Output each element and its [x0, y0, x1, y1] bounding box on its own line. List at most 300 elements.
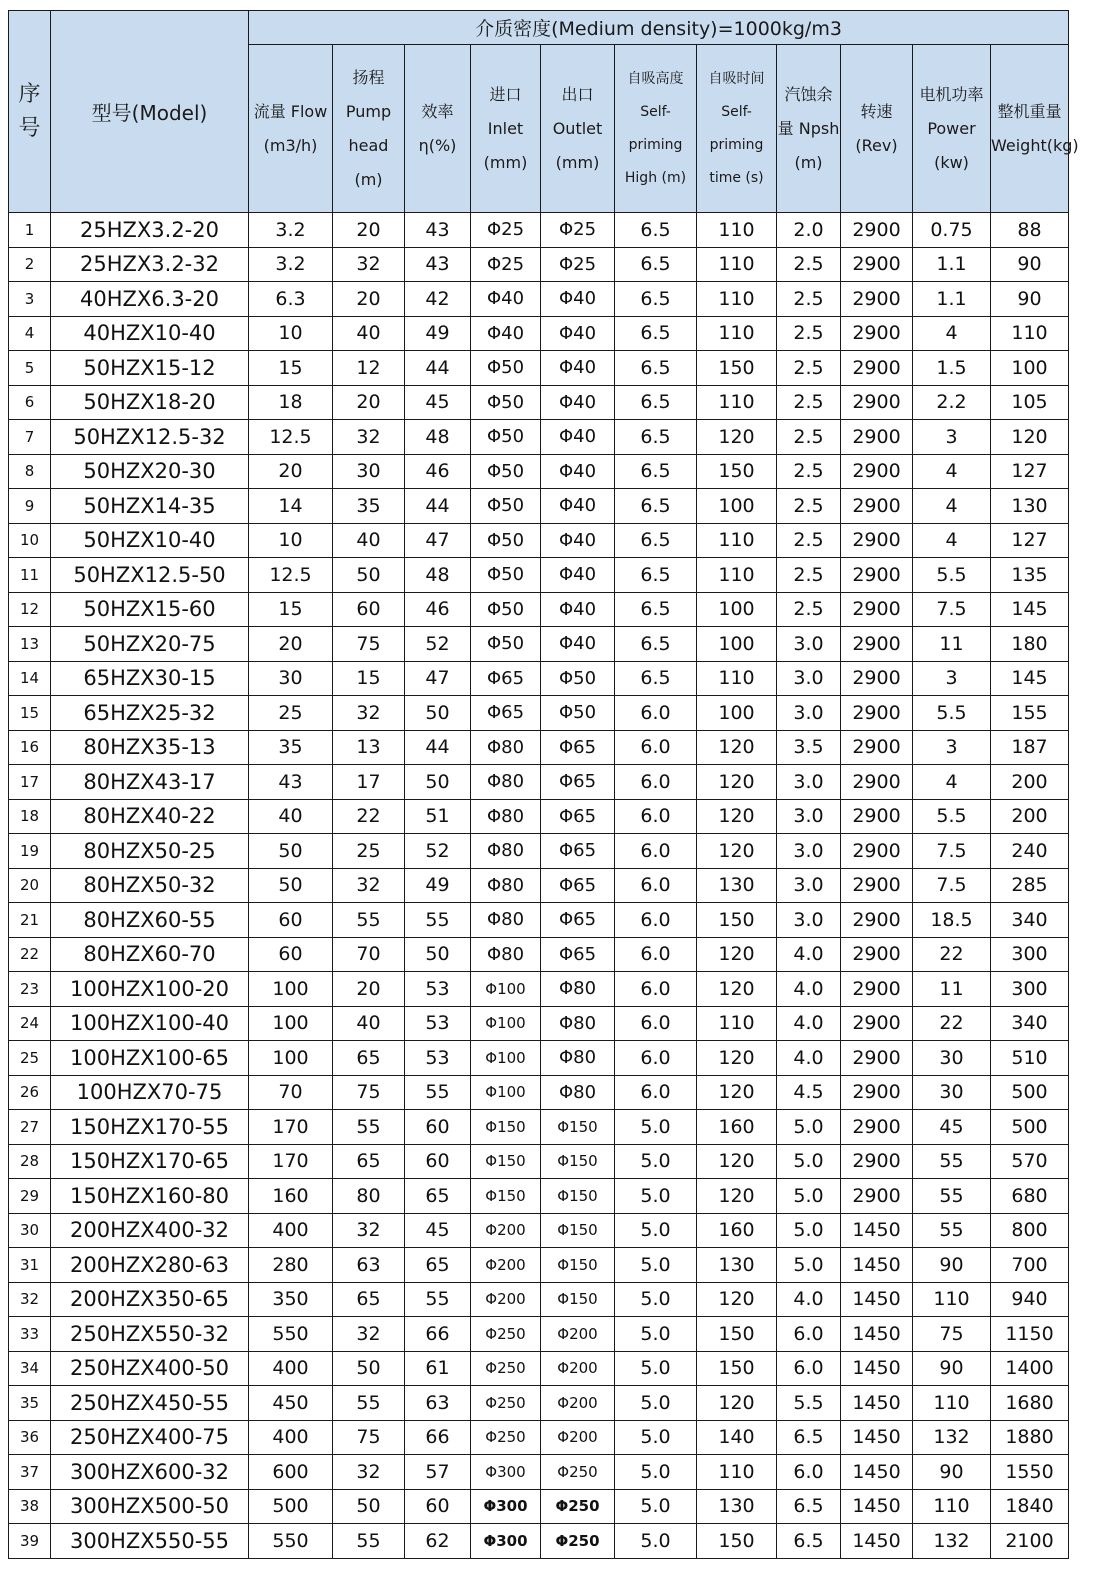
power-cell: 3	[913, 730, 991, 765]
index-header: 序号	[9, 11, 51, 213]
weight-cell: 155	[991, 696, 1069, 731]
speed-cell: 2900	[841, 937, 913, 972]
npsh-cell: 5.0	[777, 1248, 841, 1283]
pump-head-cell: 32	[333, 1455, 405, 1490]
weight-cell: 200	[991, 765, 1069, 800]
pump-head-cell: 40	[333, 1006, 405, 1041]
inlet-cell: Φ25	[471, 213, 541, 248]
outlet-cell: Φ150	[541, 1282, 615, 1317]
model-cell: 300HZX500-50	[51, 1489, 249, 1524]
model-cell: 200HZX400-32	[51, 1213, 249, 1248]
row-index: 36	[9, 1420, 51, 1455]
pump-head-cell: 32	[333, 1317, 405, 1352]
self-priming-time-cell: 100	[697, 696, 777, 731]
model-cell: 80HZX40-22	[51, 799, 249, 834]
flow-cell: 550	[249, 1317, 333, 1352]
row-index: 34	[9, 1351, 51, 1386]
speed-cell: 2900	[841, 730, 913, 765]
model-cell: 80HZX50-25	[51, 834, 249, 869]
flow-cell: 15	[249, 592, 333, 627]
power-cell: 90	[913, 1455, 991, 1490]
flow-cell: 10	[249, 523, 333, 558]
self-priming-time-cell: 120	[697, 972, 777, 1007]
table-row	[9, 1386, 1069, 1421]
speed-cell: 1450	[841, 1317, 913, 1352]
npsh-cell: 5.0	[777, 1179, 841, 1214]
column-header-weight: 整机重量 Weight(kg)	[991, 45, 1069, 213]
weight-cell: 120	[991, 420, 1069, 455]
outlet-cell: Φ80	[541, 1041, 615, 1076]
power-cell: 5.5	[913, 558, 991, 593]
self-priming-time-cell: 120	[697, 799, 777, 834]
weight-cell: 800	[991, 1213, 1069, 1248]
flow-cell: 20	[249, 454, 333, 489]
self-priming-height-cell: 5.0	[615, 1351, 697, 1386]
weight-cell: 2100	[991, 1524, 1069, 1559]
npsh-cell: 3.0	[777, 903, 841, 938]
model-cell: 200HZX280-63	[51, 1248, 249, 1283]
outlet-cell: Φ150	[541, 1144, 615, 1179]
npsh-cell: 2.5	[777, 385, 841, 420]
weight-cell: 135	[991, 558, 1069, 593]
self-priming-height-cell: 6.0	[615, 765, 697, 800]
inlet-cell: Φ100	[471, 1006, 541, 1041]
pump-spec-table	[8, 10, 1079, 1559]
self-priming-time-cell: 150	[697, 1351, 777, 1386]
self-priming-time-cell: 110	[697, 523, 777, 558]
table-row	[9, 454, 1069, 489]
npsh-cell: 2.5	[777, 558, 841, 593]
pump-head-cell: 50	[333, 1489, 405, 1524]
self-priming-height-cell: 6.0	[615, 730, 697, 765]
model-cell: 50HZX18-20	[51, 385, 249, 420]
weight-cell: 570	[991, 1144, 1069, 1179]
efficiency-cell: 61	[405, 1351, 471, 1386]
weight-cell: 300	[991, 937, 1069, 972]
efficiency-cell: 42	[405, 282, 471, 317]
weight-cell: 1840	[991, 1489, 1069, 1524]
outlet-cell: Φ150	[541, 1213, 615, 1248]
inlet-cell: Φ150	[471, 1179, 541, 1214]
efficiency-cell: 53	[405, 1041, 471, 1076]
flow-cell: 160	[249, 1179, 333, 1214]
pump-head-cell: 25	[333, 834, 405, 869]
flow-cell: 70	[249, 1075, 333, 1110]
row-index: 24	[9, 1006, 51, 1041]
self-priming-time-cell: 130	[697, 868, 777, 903]
self-priming-height-cell: 6.0	[615, 937, 697, 972]
inlet-cell: Φ100	[471, 1075, 541, 1110]
flow-cell: 30	[249, 661, 333, 696]
power-cell: 22	[913, 1006, 991, 1041]
self-priming-time-cell: 130	[697, 1248, 777, 1283]
npsh-cell: 6.0	[777, 1455, 841, 1490]
power-cell: 110	[913, 1489, 991, 1524]
pump-head-cell: 75	[333, 1075, 405, 1110]
flow-cell: 12.5	[249, 420, 333, 455]
self-priming-time-cell: 120	[697, 1075, 777, 1110]
speed-cell: 2900	[841, 523, 913, 558]
weight-cell: 510	[991, 1041, 1069, 1076]
efficiency-cell: 48	[405, 558, 471, 593]
inlet-cell: Φ65	[471, 661, 541, 696]
efficiency-cell: 53	[405, 972, 471, 1007]
power-cell: 110	[913, 1282, 991, 1317]
self-priming-time-cell: 120	[697, 1144, 777, 1179]
self-priming-time-cell: 130	[697, 1489, 777, 1524]
self-priming-height-cell: 6.0	[615, 972, 697, 1007]
weight-cell: 340	[991, 1006, 1069, 1041]
speed-cell: 2900	[841, 351, 913, 386]
row-index: 13	[9, 627, 51, 662]
flow-cell: 10	[249, 316, 333, 351]
outlet-cell: Φ150	[541, 1179, 615, 1214]
row-index: 8	[9, 454, 51, 489]
speed-cell: 1450	[841, 1282, 913, 1317]
self-priming-time-cell: 150	[697, 1524, 777, 1559]
npsh-cell: 4.5	[777, 1075, 841, 1110]
npsh-cell: 6.0	[777, 1317, 841, 1352]
weight-cell: 285	[991, 868, 1069, 903]
inlet-cell: Φ50	[471, 420, 541, 455]
outlet-cell: Φ65	[541, 834, 615, 869]
model-cell: 65HZX25-32	[51, 696, 249, 731]
speed-cell: 2900	[841, 316, 913, 351]
npsh-cell: 2.5	[777, 282, 841, 317]
pump-head-cell: 50	[333, 558, 405, 593]
table-row	[9, 937, 1069, 972]
power-cell: 55	[913, 1213, 991, 1248]
speed-cell: 2900	[841, 661, 913, 696]
self-priming-height-cell: 6.0	[615, 799, 697, 834]
table-row	[9, 523, 1069, 558]
table-row	[9, 1110, 1069, 1145]
table-row	[9, 247, 1069, 282]
model-cell: 100HZX70-75	[51, 1075, 249, 1110]
flow-cell: 170	[249, 1144, 333, 1179]
pump-head-cell: 50	[333, 1351, 405, 1386]
column-header-self-priming-time: 自吸时间 Self-priming time (s)	[697, 45, 777, 213]
table-row	[9, 558, 1069, 593]
npsh-cell: 6.5	[777, 1420, 841, 1455]
self-priming-height-cell: 6.0	[615, 1006, 697, 1041]
power-cell: 0.75	[913, 213, 991, 248]
power-cell: 132	[913, 1524, 991, 1559]
weight-cell: 340	[991, 903, 1069, 938]
table-row	[9, 282, 1069, 317]
flow-cell: 40	[249, 799, 333, 834]
speed-cell: 2900	[841, 1110, 913, 1145]
weight-cell: 240	[991, 834, 1069, 869]
efficiency-cell: 52	[405, 834, 471, 869]
self-priming-time-cell: 120	[697, 730, 777, 765]
outlet-cell: Φ40	[541, 282, 615, 317]
outlet-cell: Φ50	[541, 661, 615, 696]
model-cell: 50HZX14-35	[51, 489, 249, 524]
self-priming-height-cell: 5.0	[615, 1213, 697, 1248]
row-index: 37	[9, 1455, 51, 1490]
table-body	[9, 213, 1069, 1559]
power-cell: 5.5	[913, 696, 991, 731]
table-row	[9, 799, 1069, 834]
row-index: 18	[9, 799, 51, 834]
pump-head-cell: 55	[333, 903, 405, 938]
inlet-cell: Φ150	[471, 1110, 541, 1145]
outlet-cell: Φ150	[541, 1248, 615, 1283]
self-priming-time-cell: 110	[697, 213, 777, 248]
row-index: 3	[9, 282, 51, 317]
table-row	[9, 1179, 1069, 1214]
model-cell: 80HZX35-13	[51, 730, 249, 765]
npsh-cell: 2.5	[777, 351, 841, 386]
power-cell: 110	[913, 1386, 991, 1421]
power-cell: 55	[913, 1179, 991, 1214]
self-priming-time-cell: 120	[697, 765, 777, 800]
column-header-pump-head: 扬程 Pump head (m)	[333, 45, 405, 213]
inlet-cell: Φ50	[471, 489, 541, 524]
power-cell: 30	[913, 1075, 991, 1110]
efficiency-cell: 52	[405, 627, 471, 662]
npsh-cell: 5.0	[777, 1144, 841, 1179]
speed-cell: 2900	[841, 213, 913, 248]
self-priming-time-cell: 150	[697, 1317, 777, 1352]
self-priming-height-cell: 6.0	[615, 1075, 697, 1110]
model-cell: 250HZX450-55	[51, 1386, 249, 1421]
inlet-cell: Φ65	[471, 696, 541, 731]
pump-head-cell: 13	[333, 730, 405, 765]
column-header-flow: 流量 Flow (m3/h)	[249, 45, 333, 213]
self-priming-time-cell: 120	[697, 834, 777, 869]
self-priming-height-cell: 5.0	[615, 1524, 697, 1559]
flow-cell: 500	[249, 1489, 333, 1524]
self-priming-time-cell: 110	[697, 282, 777, 317]
pump-head-cell: 70	[333, 937, 405, 972]
outlet-cell: Φ40	[541, 316, 615, 351]
model-cell: 50HZX20-30	[51, 454, 249, 489]
row-index: 10	[9, 523, 51, 558]
table-row	[9, 1351, 1069, 1386]
npsh-cell: 5.0	[777, 1110, 841, 1145]
model-cell: 250HZX400-75	[51, 1420, 249, 1455]
pump-head-cell: 32	[333, 247, 405, 282]
outlet-cell: Φ65	[541, 937, 615, 972]
row-index: 30	[9, 1213, 51, 1248]
row-index: 11	[9, 558, 51, 593]
power-cell: 30	[913, 1041, 991, 1076]
self-priming-height-cell: 5.0	[615, 1386, 697, 1421]
self-priming-height-cell: 6.0	[615, 1041, 697, 1076]
table-row	[9, 489, 1069, 524]
speed-cell: 2900	[841, 385, 913, 420]
npsh-cell: 3.0	[777, 834, 841, 869]
flow-cell: 450	[249, 1386, 333, 1421]
outlet-cell: Φ80	[541, 1075, 615, 1110]
efficiency-cell: 46	[405, 592, 471, 627]
weight-cell: 127	[991, 454, 1069, 489]
speed-cell: 2900	[841, 454, 913, 489]
row-index: 26	[9, 1075, 51, 1110]
inlet-cell: Φ300	[471, 1524, 541, 1559]
efficiency-cell: 43	[405, 247, 471, 282]
flow-cell: 350	[249, 1282, 333, 1317]
table-row	[9, 1006, 1069, 1041]
efficiency-cell: 63	[405, 1386, 471, 1421]
pump-head-cell: 55	[333, 1386, 405, 1421]
weight-cell: 145	[991, 592, 1069, 627]
self-priming-time-cell: 110	[697, 558, 777, 593]
efficiency-cell: 45	[405, 1213, 471, 1248]
self-priming-time-cell: 120	[697, 1282, 777, 1317]
row-index: 19	[9, 834, 51, 869]
flow-cell: 400	[249, 1420, 333, 1455]
outlet-cell: Φ65	[541, 903, 615, 938]
pump-head-cell: 40	[333, 316, 405, 351]
inlet-cell: Φ250	[471, 1386, 541, 1421]
speed-cell: 2900	[841, 282, 913, 317]
column-header-outlet: 出口 Outlet (mm)	[541, 45, 615, 213]
efficiency-cell: 44	[405, 351, 471, 386]
speed-cell: 1450	[841, 1455, 913, 1490]
table-row	[9, 627, 1069, 662]
outlet-cell: Φ40	[541, 489, 615, 524]
speed-cell: 2900	[841, 1179, 913, 1214]
model-cell: 50HZX10-40	[51, 523, 249, 558]
table-row	[9, 1248, 1069, 1283]
self-priming-time-cell: 110	[697, 1455, 777, 1490]
table-row	[9, 420, 1069, 455]
flow-cell: 3.2	[249, 213, 333, 248]
weight-cell: 90	[991, 247, 1069, 282]
outlet-cell: Φ65	[541, 799, 615, 834]
npsh-cell: 2.5	[777, 420, 841, 455]
power-cell: 4	[913, 316, 991, 351]
column-header-inlet: 进口 Inlet (mm)	[471, 45, 541, 213]
table-row	[9, 213, 1069, 248]
row-index: 7	[9, 420, 51, 455]
pump-head-cell: 65	[333, 1144, 405, 1179]
row-index: 39	[9, 1524, 51, 1559]
weight-cell: 700	[991, 1248, 1069, 1283]
model-cell: 80HZX50-32	[51, 868, 249, 903]
efficiency-cell: 60	[405, 1144, 471, 1179]
model-cell: 250HZX550-32	[51, 1317, 249, 1352]
efficiency-cell: 47	[405, 661, 471, 696]
power-cell: 11	[913, 627, 991, 662]
model-cell: 150HZX160-80	[51, 1179, 249, 1214]
self-priming-height-cell: 5.0	[615, 1420, 697, 1455]
speed-cell: 2900	[841, 420, 913, 455]
outlet-cell: Φ40	[541, 627, 615, 662]
speed-cell: 2900	[841, 765, 913, 800]
power-cell: 90	[913, 1351, 991, 1386]
table-row	[9, 1489, 1069, 1524]
inlet-cell: Φ250	[471, 1351, 541, 1386]
npsh-cell: 3.0	[777, 765, 841, 800]
column-header-self-priming-height: 自吸高度 Self-priming High (m)	[615, 45, 697, 213]
self-priming-time-cell: 150	[697, 454, 777, 489]
self-priming-height-cell: 6.0	[615, 696, 697, 731]
efficiency-cell: 55	[405, 1282, 471, 1317]
power-cell: 45	[913, 1110, 991, 1145]
table-row	[9, 972, 1069, 1007]
outlet-cell: Φ40	[541, 454, 615, 489]
self-priming-height-cell: 6.5	[615, 454, 697, 489]
row-index: 35	[9, 1386, 51, 1421]
model-cell: 80HZX60-70	[51, 937, 249, 972]
weight-cell: 1400	[991, 1351, 1069, 1386]
inlet-cell: Φ50	[471, 351, 541, 386]
table-row	[9, 385, 1069, 420]
table-row	[9, 696, 1069, 731]
model-cell: 50HZX12.5-50	[51, 558, 249, 593]
outlet-cell: Φ40	[541, 592, 615, 627]
efficiency-cell: 45	[405, 385, 471, 420]
table-row	[9, 730, 1069, 765]
npsh-cell: 4.0	[777, 972, 841, 1007]
efficiency-cell: 66	[405, 1420, 471, 1455]
weight-cell: 680	[991, 1179, 1069, 1214]
self-priming-height-cell: 6.5	[615, 661, 697, 696]
model-cell: 250HZX400-50	[51, 1351, 249, 1386]
power-cell: 7.5	[913, 868, 991, 903]
model-cell: 40HZX6.3-20	[51, 282, 249, 317]
pump-head-cell: 20	[333, 385, 405, 420]
model-cell: 50HZX15-60	[51, 592, 249, 627]
efficiency-cell: 46	[405, 454, 471, 489]
efficiency-cell: 49	[405, 868, 471, 903]
pump-head-cell: 12	[333, 351, 405, 386]
pump-head-cell: 32	[333, 1213, 405, 1248]
speed-cell: 1450	[841, 1489, 913, 1524]
flow-cell: 50	[249, 834, 333, 869]
npsh-cell: 3.0	[777, 868, 841, 903]
model-cell: 50HZX12.5-32	[51, 420, 249, 455]
npsh-cell: 3.0	[777, 661, 841, 696]
model-cell: 65HZX30-15	[51, 661, 249, 696]
inlet-cell: Φ100	[471, 1041, 541, 1076]
weight-cell: 130	[991, 489, 1069, 524]
self-priming-height-cell: 5.0	[615, 1248, 697, 1283]
model-cell: 100HZX100-65	[51, 1041, 249, 1076]
inlet-cell: Φ50	[471, 627, 541, 662]
self-priming-height-cell: 6.5	[615, 282, 697, 317]
outlet-cell: Φ65	[541, 765, 615, 800]
efficiency-cell: 50	[405, 696, 471, 731]
efficiency-cell: 55	[405, 903, 471, 938]
flow-cell: 400	[249, 1351, 333, 1386]
outlet-cell: Φ40	[541, 420, 615, 455]
inlet-cell: Φ250	[471, 1317, 541, 1352]
pump-head-cell: 30	[333, 454, 405, 489]
row-index: 5	[9, 351, 51, 386]
table-row	[9, 1524, 1069, 1559]
outlet-cell: Φ250	[541, 1524, 615, 1559]
efficiency-cell: 48	[405, 420, 471, 455]
flow-cell: 170	[249, 1110, 333, 1145]
speed-cell: 1450	[841, 1351, 913, 1386]
pump-head-cell: 65	[333, 1041, 405, 1076]
model-cell: 100HZX100-20	[51, 972, 249, 1007]
self-priming-height-cell: 6.5	[615, 247, 697, 282]
inlet-cell: Φ200	[471, 1213, 541, 1248]
power-cell: 3	[913, 420, 991, 455]
weight-cell: 100	[991, 351, 1069, 386]
model-cell: 100HZX100-40	[51, 1006, 249, 1041]
self-priming-time-cell: 110	[697, 661, 777, 696]
inlet-cell: Φ200	[471, 1248, 541, 1283]
weight-cell: 180	[991, 627, 1069, 662]
flow-cell: 43	[249, 765, 333, 800]
